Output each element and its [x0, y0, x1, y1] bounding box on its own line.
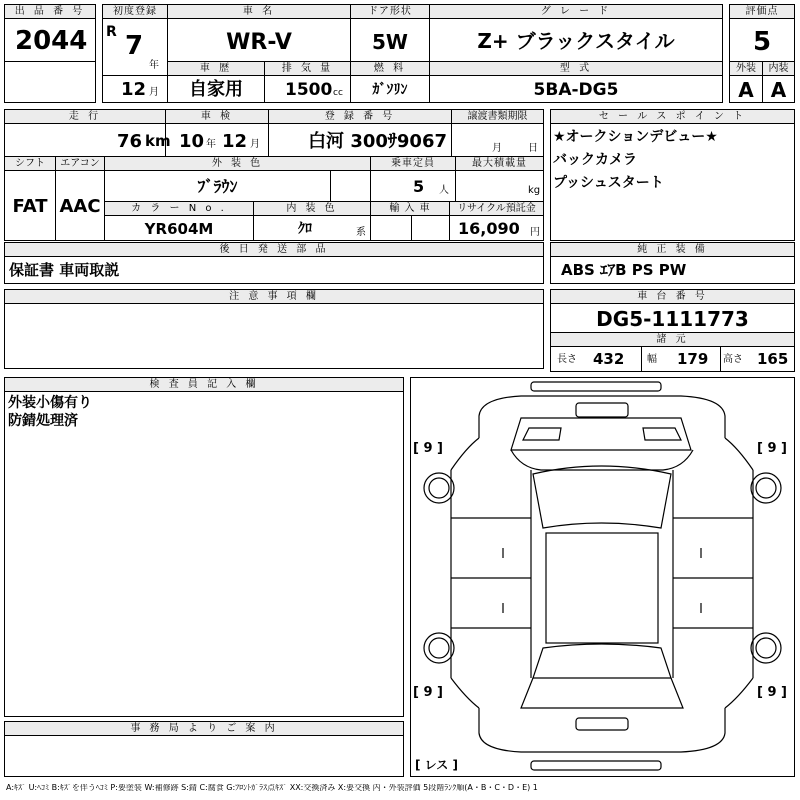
- tire-rear-right-rim: [756, 638, 776, 658]
- chassis-box: [550, 303, 795, 333]
- displacement-unit: cc: [333, 88, 343, 98]
- first-reg-month: 12: [121, 79, 147, 100]
- capacity-unit: 人: [439, 185, 449, 196]
- genuine-equip-box: [550, 256, 795, 284]
- side-sills: [451, 470, 753, 678]
- dimensions-header: 諸 元: [550, 332, 795, 347]
- month-unit: 月: [149, 87, 159, 98]
- color-no-header: カ ラ ー N o .: [104, 201, 254, 216]
- grade-value: Z+ ブラックスタイル: [477, 29, 675, 53]
- int-color-unit: 系: [356, 227, 366, 238]
- tire-fl-label: [ 9 ]: [413, 441, 443, 456]
- color-no-box: [104, 215, 254, 241]
- deadline-month: 月: [492, 143, 502, 154]
- aircon-box: [55, 170, 105, 241]
- rear-glass: [533, 644, 671, 678]
- lot-no-value: 2044: [15, 26, 88, 56]
- dim-divider-1: [641, 346, 642, 372]
- first-reg-header: 初度登録: [102, 4, 168, 19]
- grade-header: グ レ ー ド: [429, 4, 723, 19]
- length-value: 432: [593, 350, 625, 368]
- inspection-year: 10: [179, 131, 205, 152]
- lot-no-blank: [4, 61, 96, 103]
- import-box-a: [370, 215, 412, 241]
- int-color-header: 内 装 色: [253, 201, 371, 216]
- lot-no-header: 出 品 番 号: [4, 4, 96, 19]
- shift-box: [4, 170, 56, 241]
- mileage-box: [4, 123, 171, 157]
- first-reg-month-box: [102, 75, 168, 103]
- width-label: 幅: [647, 354, 657, 365]
- headlights: [523, 428, 681, 440]
- shift-header: シフト: [4, 156, 56, 171]
- tire-rr-label: [ 9 ]: [757, 685, 787, 700]
- car-name-header: 車 名: [167, 4, 351, 19]
- tire-rl-label: [ 9 ]: [413, 685, 443, 700]
- deadline-box: [451, 123, 544, 157]
- interior-grade-value: A: [770, 78, 787, 102]
- aircon-header: エアコン: [55, 156, 105, 171]
- later-parts-value: 保証書 車両取説: [9, 261, 120, 279]
- inspection-month-unit: 月: [250, 139, 260, 150]
- displacement-box: [264, 75, 351, 103]
- later-parts-header: 後 日 発 送 部 品: [4, 242, 544, 257]
- color-no-value: YR604M: [144, 220, 214, 238]
- year-unit: 年: [149, 60, 159, 71]
- rear-fenders: [451, 678, 753, 708]
- car-name-box: [167, 18, 351, 62]
- rear-bumper: [531, 761, 661, 770]
- tire-front-right-rim: [756, 478, 776, 498]
- ext-color-header: 外 装 色: [104, 156, 371, 171]
- displacement-value: 1500: [285, 80, 333, 100]
- width-value: 179: [677, 350, 709, 368]
- interior-grade-box: [762, 75, 795, 103]
- capacity-header: 乗車定員: [370, 156, 456, 171]
- fuel-value: ｶﾞｿﾘﾝ: [372, 82, 408, 98]
- deadline-day: 日: [528, 143, 538, 154]
- model-code-header: 型 式: [429, 61, 723, 76]
- fuel-header: 燃 料: [350, 61, 430, 76]
- inspection-box: [165, 123, 269, 157]
- fuel-box: [350, 75, 430, 103]
- inspector-note-2: 防錆処理済: [8, 413, 78, 429]
- max-load-unit: kg: [528, 185, 541, 196]
- recycle-unit: 円: [530, 227, 540, 238]
- history-value: 自家用: [189, 79, 243, 100]
- front-grille: [576, 403, 628, 417]
- front-glass: [533, 466, 671, 528]
- sales-point-2: バックカメラ: [553, 152, 637, 168]
- capacity-box: [370, 170, 456, 202]
- import-box-b: [411, 215, 450, 241]
- door-type-box: [350, 18, 430, 62]
- genuine-equip-header: 純 正 装 備: [550, 242, 795, 257]
- inspector-header: 検 査 員 記 入 欄: [4, 377, 404, 392]
- notes-box: [4, 303, 544, 369]
- rear-deck: [521, 678, 683, 708]
- int-color-box: [253, 215, 371, 241]
- tire-fr-label: [ 9 ]: [757, 441, 787, 456]
- ext-color-extra: [330, 170, 371, 202]
- import-header: 輸 入 車: [370, 201, 450, 216]
- legend-text: A:ｷｽﾞ U:ﾍｺﾐ B:ｷｽﾞを伴うﾍｺﾐ P:要塗装 W:補修跡 S:錆 C:腐食 G:ﾌﾛﾝﾄｶﾞﾗｽ点ｷｽﾞ XX:交換済み X:要交換 内・外装評価 5段階ﾗﾝｸ順(A・B・C・D・E) 1: [6, 784, 538, 792]
- length-label: 長さ: [557, 354, 577, 365]
- roof: [546, 533, 658, 643]
- lot-no-box: [4, 18, 96, 62]
- inspection-year-unit: 年: [206, 139, 216, 150]
- dimensions-box: [550, 346, 795, 372]
- exterior-grade-box: [729, 75, 763, 103]
- recycle-header: リサイクル預託金: [449, 201, 544, 216]
- ext-color-value: ﾌﾞﾗｳﾝ: [197, 177, 238, 196]
- spare-label: [ レス ]: [415, 758, 458, 772]
- car-diagram: [411, 378, 794, 776]
- front-bumper: [531, 382, 661, 391]
- history-box: [167, 75, 265, 103]
- exterior-grade-value: A: [738, 78, 754, 102]
- model-code-box: [429, 75, 723, 103]
- registration-header: 登 録 番 号: [268, 109, 452, 124]
- sales-points-header: セ ー ル ス ポ イ ン ト: [550, 109, 795, 124]
- registration-value: 白河 300ｻ9067: [308, 131, 447, 152]
- inspection-month: 12: [222, 131, 248, 152]
- height-value: 165: [757, 350, 789, 368]
- car-name-value: WR-V: [226, 30, 292, 55]
- windshield-frame: [511, 418, 691, 450]
- first-reg-box: [102, 18, 168, 76]
- interior-header: 内装: [762, 61, 795, 76]
- genuine-equip-value: ABS ｴｱB PS PW: [561, 261, 687, 279]
- registration-box: [268, 123, 452, 157]
- sales-points-box: [550, 123, 795, 241]
- score-header: 評価点: [729, 4, 795, 19]
- sales-point-3: プッシュスタート: [553, 175, 664, 191]
- tire-front-left-rim: [429, 478, 449, 498]
- capacity-value: 5: [413, 177, 425, 196]
- height-label: 高さ: [723, 354, 743, 365]
- max-load-header: 最大積載量: [455, 156, 544, 171]
- office-info-box: [4, 735, 404, 777]
- chassis-header: 車 台 番 号: [550, 289, 795, 304]
- history-header: 車 歴: [167, 61, 265, 76]
- later-parts-box: [4, 256, 544, 284]
- mileage-unit: km: [145, 132, 171, 150]
- exterior-header: 外装: [729, 61, 763, 76]
- score-box: [729, 18, 795, 62]
- inspector-note-1: 外装小傷有り: [8, 395, 92, 411]
- model-code-value: 5BA-DG5: [533, 80, 619, 100]
- door-type-header: ドア形状: [350, 4, 430, 19]
- rear-plate: [576, 718, 628, 730]
- sales-point-1: ★オークションデビュー★: [553, 129, 718, 145]
- chassis-value: DG5-1111773: [596, 307, 749, 331]
- inspector-box: [4, 391, 404, 717]
- mileage-value: 76: [117, 131, 143, 152]
- displacement-header: 排 気 量: [264, 61, 351, 76]
- front-fenders: [451, 438, 753, 470]
- car-diagram-box: [410, 377, 795, 777]
- mileage-header: 走 行: [4, 109, 166, 124]
- era-value: R: [106, 24, 117, 40]
- office-info-header: 事 務 局 よ り ご 案 内: [4, 721, 404, 736]
- score-value: 5: [752, 27, 772, 57]
- door-lines: [451, 518, 753, 628]
- grade-box: [429, 18, 723, 62]
- deadline-header: 譲渡書類期限: [451, 109, 544, 124]
- tire-rear-left-rim: [429, 638, 449, 658]
- recycle-box: [449, 215, 544, 241]
- max-load-box: [455, 170, 544, 202]
- cowl-line: [511, 450, 693, 470]
- inspection-header: 車 検: [165, 109, 269, 124]
- first-reg-year: 7: [125, 31, 144, 61]
- int-color-value: ｸﾛ: [298, 221, 312, 237]
- door-type-value: 5W: [372, 30, 408, 54]
- recycle-value: 16,090: [458, 219, 520, 238]
- dim-divider-2: [720, 346, 721, 372]
- shift-value: FAT: [12, 196, 48, 217]
- notes-header: 注 意 事 項 欄: [4, 289, 544, 304]
- aircon-value: AAC: [59, 196, 101, 217]
- ext-color-box: [104, 170, 331, 202]
